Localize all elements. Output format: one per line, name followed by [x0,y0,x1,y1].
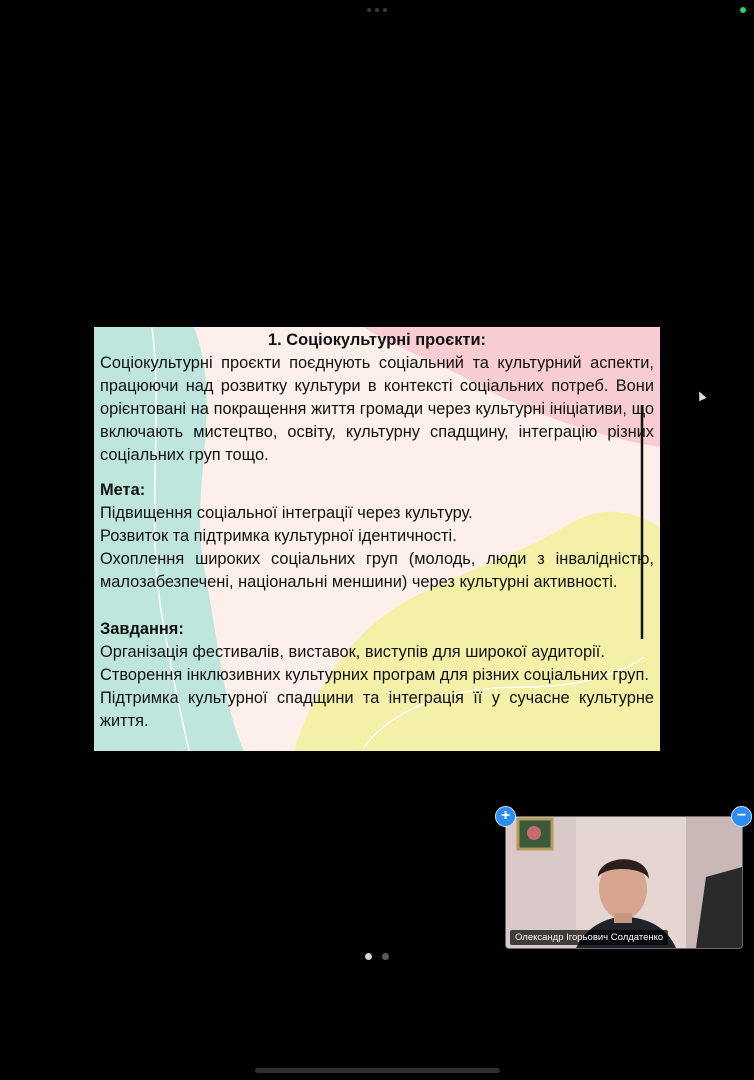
collapse-video-button[interactable]: − [731,806,752,827]
goal-heading: Мета: [100,481,146,499]
page-dot[interactable] [382,953,389,960]
goal-item: Підвищення соціальної інтеграції через культуру. [100,504,473,522]
shared-slide [94,327,660,751]
tasks-heading: Завдання: [100,620,184,638]
page-dot-active[interactable] [365,953,372,960]
expand-video-button[interactable]: + [495,806,516,827]
participant-video-feed [506,817,742,948]
window-handle-dots[interactable] [367,8,387,12]
slide-title: 1. Соціокультурні проєкти: [268,331,486,349]
task-item: Створення інклюзивних культурних програм для різних соціальних груп. [100,666,649,684]
page-indicator[interactable] [365,953,389,960]
goal-item: Охоплення широких соціальних груп (молодь, люди з інвалідністю, малозабезпечені, національні меншини) через культурні активності. [100,550,654,591]
home-indicator-bar[interactable] [255,1068,500,1073]
slide-content [100,327,654,733]
task-item: Організація фестивалів, виставок, виступів для широкої аудиторії. [100,643,605,661]
participant-name: Олександр Ігорьович Солдатенко [510,930,668,945]
slide-intro: Соціокультурні проєкти поєднують соціальний та культурний аспекти, працюючи над розвитку культури в контексті соціальних потреб. Вони орієнтовані на покращення життя громади через культурні ініціативи, що включають мистецтво, освіту, культурну спадщину, інтеграцію різних соціальних груп тощо. [100,354,654,464]
participant-video-tile[interactable] [505,816,743,949]
task-item: Підтримка культурної спадщини та інтеграція її у сучасне культурне життя. [100,689,654,730]
recording-status-indicator [740,7,746,13]
mouse-cursor [695,390,706,402]
goal-item: Розвиток та підтримка культурної ідентичності. [100,527,457,545]
